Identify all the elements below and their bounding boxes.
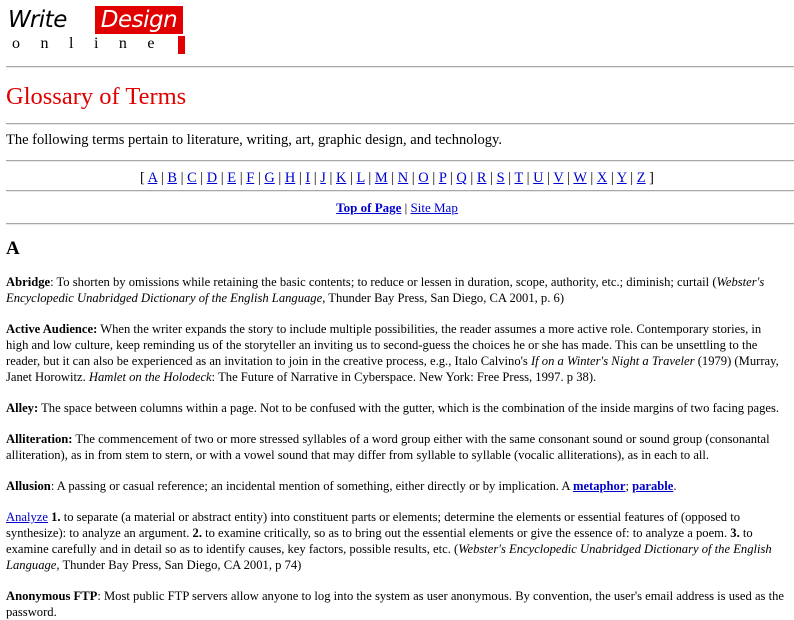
- divider-intro: [6, 160, 794, 162]
- page-nav: [0, 199, 794, 216]
- alphabet-link-t[interactable]: T: [514, 170, 524, 186]
- alphabet-link-e[interactable]: E: [227, 170, 237, 186]
- citation-title: Hamlet on the Holodeck: [88, 370, 212, 384]
- alphabet-separator: |: [630, 170, 634, 186]
- alphabet-separator: |: [508, 170, 512, 186]
- alphabet-link-j[interactable]: J: [320, 170, 326, 186]
- definition-text: : To shorten by omissions while retaining the basic contents; to reduce or lessen in duration, scope, authority, etc.; diminish; curtail (: [50, 275, 717, 289]
- alphabet-link-h[interactable]: H: [284, 170, 296, 186]
- entry-abridge: [6, 274, 786, 306]
- definition-text: (1979) (Murray, Janet Horowitz.: [6, 354, 779, 384]
- alphabet-link-y[interactable]: Y: [616, 170, 627, 186]
- entry-active-audience: [6, 321, 786, 385]
- alphabet-link-r[interactable]: R: [476, 170, 487, 186]
- alphabet-separator: |: [329, 170, 333, 186]
- alphabet-link-k[interactable]: K: [335, 170, 347, 186]
- entry-analyze: [6, 509, 786, 573]
- entry-anonymous-ftp: [6, 588, 786, 620]
- alphabet-separator: |: [220, 170, 224, 186]
- alphabet-close-bracket: ]: [649, 170, 654, 186]
- alphabet-separator: |: [449, 170, 453, 186]
- term-link-parable[interactable]: parable: [632, 479, 674, 493]
- alphabet-separator: |: [313, 170, 317, 186]
- alphabet-link-a[interactable]: A: [147, 170, 158, 186]
- alphabet-separator: |: [180, 170, 184, 186]
- term-label: Allusion: [6, 479, 51, 493]
- glossary-entries: [6, 274, 786, 620]
- alphabet-link-m[interactable]: M: [374, 170, 388, 186]
- alphabet-separator: |: [278, 170, 282, 186]
- divider-top: [6, 66, 794, 68]
- alphabet-link-b[interactable]: B: [167, 170, 177, 186]
- alphabet-separator: |: [257, 170, 261, 186]
- alphabet-link-n[interactable]: N: [397, 170, 409, 186]
- definition-text: .: [673, 479, 677, 493]
- term-label: Active Audience:: [6, 322, 98, 336]
- term-label: Alliteration:: [6, 432, 73, 446]
- term-label: 1.: [51, 510, 61, 524]
- alphabet-link-v[interactable]: V: [553, 170, 564, 186]
- definition-text: , Thunder Bay Press, San Diego, CA 2001, p. 6): [322, 291, 565, 305]
- alphabet-separator: |: [590, 170, 594, 186]
- term-label: Abridge: [6, 275, 51, 289]
- alphabet-link-x[interactable]: X: [596, 170, 608, 186]
- logo-write-text: Write: [8, 7, 67, 33]
- logo-online-text: online: [12, 35, 175, 52]
- term-label: Anonymous FTP: [6, 589, 98, 603]
- term-link-metaphor[interactable]: metaphor: [572, 479, 626, 493]
- alphabet-link-p[interactable]: P: [438, 170, 447, 186]
- alphabet-separator: |: [470, 170, 474, 186]
- site-map-link[interactable]: Site Map: [410, 200, 458, 215]
- definition-text: ;: [625, 479, 633, 493]
- definition-text: to examine critically, so as to bring out the essential elements or give the essence of: to analyze a poem.: [201, 526, 731, 540]
- alphabet-separator: |: [298, 170, 302, 186]
- definition-text: to separate (a material or abstract entity) into constituent parts or elements; determine the elements or essential features of (opposed to synthesize): to analyze an argument.: [6, 510, 741, 540]
- alphabet-separator: |: [200, 170, 204, 186]
- logo-red-bar: [178, 36, 185, 54]
- page-title: Glossary of Terms: [6, 83, 187, 110]
- alphabet-link-d[interactable]: D: [206, 170, 218, 186]
- alphabet-separator: |: [239, 170, 243, 186]
- entry-alliteration: [6, 431, 786, 463]
- alphabet-separator: |: [160, 170, 164, 186]
- intro-text: The following terms pertain to literature, writing, art, graphic design, and technology.: [6, 132, 502, 148]
- definition-text: The commencement of two or more stressed syllables of a word group either with the same consonant sound or sound group (consonantal alliteration), as in from stem to stern, or with a vowel sound that may differ from syllable to syllable (vocalic alliterations), as in each to all.: [6, 432, 770, 462]
- alphabet-separator: |: [391, 170, 395, 186]
- definition-text: , Thunder Bay Press, San Diego, CA 2001, p 74): [56, 558, 302, 572]
- definition-text: to examine carefully and in detail so as to identify causes, key factors, possible results, etc. (: [6, 526, 753, 556]
- alphabet-link-c[interactable]: C: [187, 170, 197, 186]
- alphabet-separator: |: [350, 170, 353, 186]
- site-logo[interactable]: [8, 6, 184, 54]
- alphabet-link-u[interactable]: U: [533, 170, 544, 186]
- term-label: 3.: [730, 526, 740, 540]
- alphabet-link-z[interactable]: Z: [636, 170, 646, 186]
- divider-nav: [6, 223, 794, 225]
- alphabet-open-bracket: [: [140, 170, 145, 186]
- alphabet-link-o[interactable]: O: [418, 170, 429, 186]
- entry-allusion: [6, 478, 786, 494]
- logo-design-text: Design: [95, 6, 183, 34]
- alphabet-link-g[interactable]: G: [264, 170, 275, 186]
- definition-text: : The Future of Narrative in Cyberspace. New York: Free Press, 1997. p 38).: [211, 370, 597, 384]
- alphabet-link-s[interactable]: S: [496, 170, 505, 186]
- entry-alley: [6, 400, 786, 416]
- alphabet-link-i[interactable]: I: [305, 170, 311, 186]
- alphabet-link-w[interactable]: W: [573, 170, 587, 186]
- alphabet-link-q[interactable]: Q: [456, 170, 467, 186]
- alphabet-separator: |: [610, 170, 614, 186]
- citation-title: Webster's Encyclopedic Unabridged Dictionary of the English Language: [6, 275, 765, 305]
- alphabet-separator: |: [432, 170, 436, 186]
- term-label: Alley:: [6, 401, 39, 415]
- alphabet-separator: |: [547, 170, 551, 186]
- divider-alphabet: [6, 190, 794, 192]
- alphabet-separator: |: [368, 170, 372, 186]
- alphabet-separator: |: [411, 170, 415, 186]
- alphabet-separator: |: [567, 170, 571, 186]
- alphabet-link-f[interactable]: F: [246, 170, 255, 186]
- section-heading-a: A: [6, 238, 20, 259]
- alphabet-separator: |: [526, 170, 530, 186]
- citation-title: Webster's Encyclopedic Unabridged Dictionary of the English Language: [6, 542, 772, 572]
- definition-text: The space between columns within a page. Not to be confused with the gutter, which is the combination of the inside margins of two facing pages.: [38, 401, 780, 415]
- divider-title: [6, 123, 794, 125]
- nav-separator: |: [404, 200, 408, 215]
- definition-text: : Most public FTP servers allow anyone to log into the system as user anonymous. By convention, the user's email address is used as the password.: [6, 589, 784, 619]
- citation-title: If on a Winter's Night a Traveler: [530, 354, 695, 368]
- alphabet-separator: |: [490, 170, 494, 186]
- alphabet-link-l[interactable]: L: [356, 170, 365, 186]
- alphabet-nav: [0, 169, 794, 187]
- definition-text: When the writer expands the story to include multiple possibilities, the reader assumes a more active role. Contemporary stories, in high and low culture, keep reminding us of the storyteller an inviting us to second-guess the choices he or she has made. This can be unsettling to the reader, but it can also be experienced as an invitation to join in the creative process, e.g., Italo Calvino's: [6, 322, 762, 368]
- definition-text: : A passing or casual reference; an incidental mention of something, either directly or by implication. A: [50, 479, 573, 493]
- top-of-page-link[interactable]: Top of Page: [336, 200, 402, 215]
- term-label: 2.: [192, 526, 202, 540]
- term-link-analyze[interactable]: Analyze: [6, 510, 48, 524]
